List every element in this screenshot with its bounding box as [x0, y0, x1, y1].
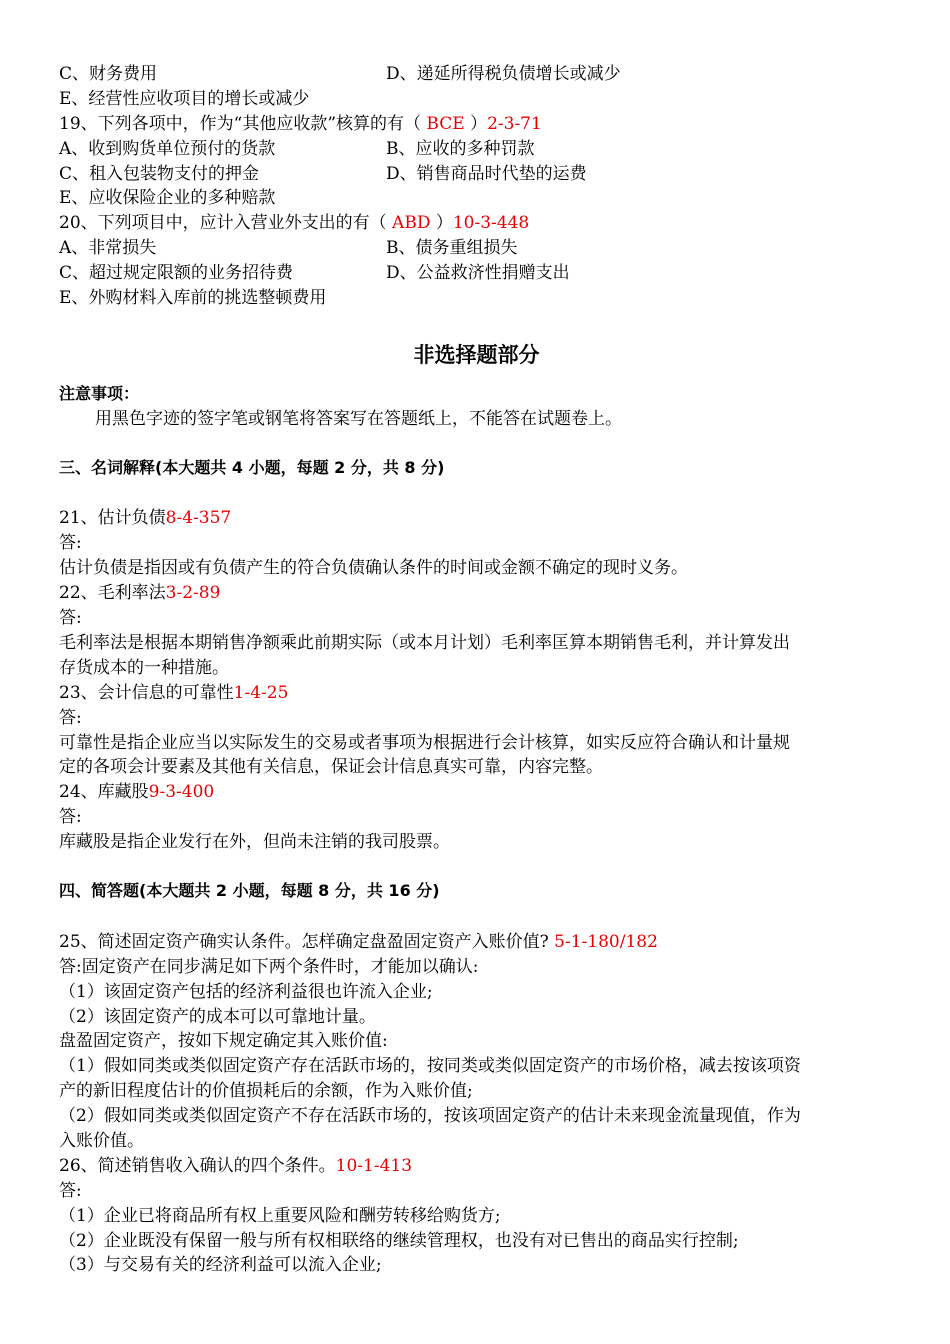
- notice-text: 用黑色字迹的签字笔或钢笔将答案写在答题纸上，不能答在试题卷上。: [95, 408, 622, 429]
- q24-ref: 9-3-400: [148, 782, 215, 803]
- q25-line7: （2）假如同类或类似固定资产不存在活跃市场的，按该项固定资产的估计未来现金流量现值，作为: [59, 1106, 801, 1127]
- q24-stem-text: 24、库藏股: [59, 782, 149, 803]
- exam-page: [59, 62, 894, 1278]
- q20-stem-text: 20、下列项目中，应计入营业外支出的有（: [59, 213, 387, 234]
- notice-label: 注意事项：: [59, 383, 140, 403]
- q20-option-b: B、债务重组损失: [386, 238, 518, 259]
- q20-option-a: A、非常损失: [59, 238, 157, 259]
- q20-answer: ABD: [392, 213, 431, 234]
- q22-stem-text: 22、毛利率法: [59, 583, 166, 604]
- q26-answer-label: 答:: [59, 1180, 82, 1201]
- q22-answer-line1: 毛利率法是根据本期销售净额乘此前期实际（或本月计划）毛利率匡算本期销售毛利，并计算发出: [59, 632, 790, 653]
- q21-ref: 8-4-357: [165, 508, 232, 529]
- q19-option-a: A、收到购货单位预付的货款: [59, 138, 276, 159]
- q19-option-c: C、租入包装物支付的押金: [59, 163, 260, 184]
- q19-options-ab: [59, 137, 894, 162]
- q26-stem: [59, 1154, 894, 1179]
- q22-stem: [59, 581, 894, 606]
- q22-answer-line2: 存货成本的一种措施。: [59, 657, 229, 678]
- q20-option-d: D、公益救济性捐赠支出: [386, 263, 570, 284]
- q19-stem-text: 19、下列各项中，作为“其他应收款”核算的有（: [59, 113, 422, 134]
- q25-line3: （2）该固定资产的成本可以可靠地计量。: [59, 1006, 376, 1027]
- q20-option-e: E、外购材料入库前的挑选整顿费用: [59, 288, 327, 309]
- q18-option-c: C、财务费用: [59, 64, 158, 84]
- q20-ref: 10-3-448: [452, 213, 530, 234]
- q25-line2: （1）该固定资产包括的经济利益很也许流入企业;: [59, 981, 433, 1002]
- section-title: 非选择题部分: [413, 342, 540, 367]
- part4-title: 四、简答题(本大题共 2 小题，每题 8 分，共 16 分): [59, 880, 440, 900]
- q21-stem: [59, 506, 894, 531]
- q23-stem-text: 23、会计信息的可靠性: [59, 682, 234, 703]
- q19-options-cd: [59, 162, 894, 187]
- q23-stem: [59, 681, 894, 706]
- q18-option-e: E、经营性应收项目的增长或减少: [59, 88, 310, 109]
- q22-answer-label: 答:: [59, 608, 82, 629]
- q25-ref: 5-1-180/182: [554, 931, 658, 952]
- q18-option-d: D、递延所得税负债增长或减少: [386, 64, 621, 84]
- part3-title: 三、名词解释(本大题共 4 小题，每题 2 分，共 8 分): [59, 457, 445, 477]
- q22-ref: 3-2-89: [165, 583, 221, 604]
- q19-ref: 2-3-71: [487, 113, 542, 134]
- q25-line1: 答:固定资产在同步满足如下两个条件时，才能加以确认:: [59, 956, 479, 977]
- q25-stem-text: 25、简述固定资产确实认条件。怎样确定盘盈固定资产入账价值?: [59, 931, 549, 952]
- q24-answer: 库藏股是指企业发行在外，但尚未注销的我司股票。: [59, 832, 450, 853]
- q19-stem: [59, 112, 894, 137]
- q26-line1: （1）企业已将商品所有权上重要风险和酬劳转移给购货方;: [59, 1205, 501, 1226]
- q21-stem-text: 21、估计负债: [59, 508, 166, 529]
- q19-close: ）: [470, 113, 488, 134]
- q18-options-cd: [59, 62, 894, 87]
- q21-answer-label: 答:: [59, 533, 82, 554]
- q19-option-d: D、销售商品时代垫的运费: [386, 163, 587, 184]
- q20-close: ）: [435, 213, 453, 234]
- q25-line8: 入账价值。: [59, 1130, 144, 1151]
- q20-options-cd: [59, 261, 894, 286]
- q23-answer-line1: 可靠性是指企业应当以实际发生的交易或者事项为根据进行会计核算，如实反应符合确认和计量规: [59, 732, 790, 753]
- q19-answer: BCE: [426, 113, 465, 134]
- q25-stem: [59, 930, 894, 955]
- q23-answer-line2: 定的各项会计要素及其他有关信息，保证会计信息真实可靠，内容完整。: [59, 757, 603, 778]
- q19-option-e: E、应收保险企业的多种赔款: [59, 188, 276, 209]
- q25-line6: 产的新旧程度估计的价值损耗后的余额，作为入账价值;: [59, 1081, 473, 1102]
- q20-options-ab: [59, 236, 894, 261]
- q26-line2: （2）企业既没有保留一般与所有权相联络的继续管理权，也没有对已售出的商品实行控制;: [59, 1230, 739, 1251]
- q19-option-b: B、应收的多种罚款: [386, 138, 535, 159]
- q20-stem: [59, 211, 894, 236]
- q20-option-c: C、超过规定限额的业务招待费: [59, 263, 294, 284]
- q26-line3: （3）与交易有关的经济利益可以流入企业;: [59, 1255, 382, 1276]
- q23-ref: 1-4-25: [233, 682, 289, 703]
- q26-stem-text: 26、简述销售收入确认的四个条件。: [59, 1155, 336, 1176]
- q21-answer: 估计负债是指因或有负债产生的符合负债确认条件的时间或金额不确定的现时义务。: [59, 558, 688, 579]
- q25-line4: 盘盈固定资产，按如下规定确定其入账价值:: [59, 1031, 388, 1052]
- q24-answer-label: 答:: [59, 807, 82, 828]
- q25-line5: （1）假如同类或类似固定资产存在活跃市场的，按同类或类似固定资产的市场价格，减去按该项资: [59, 1056, 801, 1077]
- q26-ref: 10-1-413: [335, 1155, 413, 1176]
- q24-stem: [59, 780, 894, 805]
- q23-answer-label: 答:: [59, 707, 82, 728]
